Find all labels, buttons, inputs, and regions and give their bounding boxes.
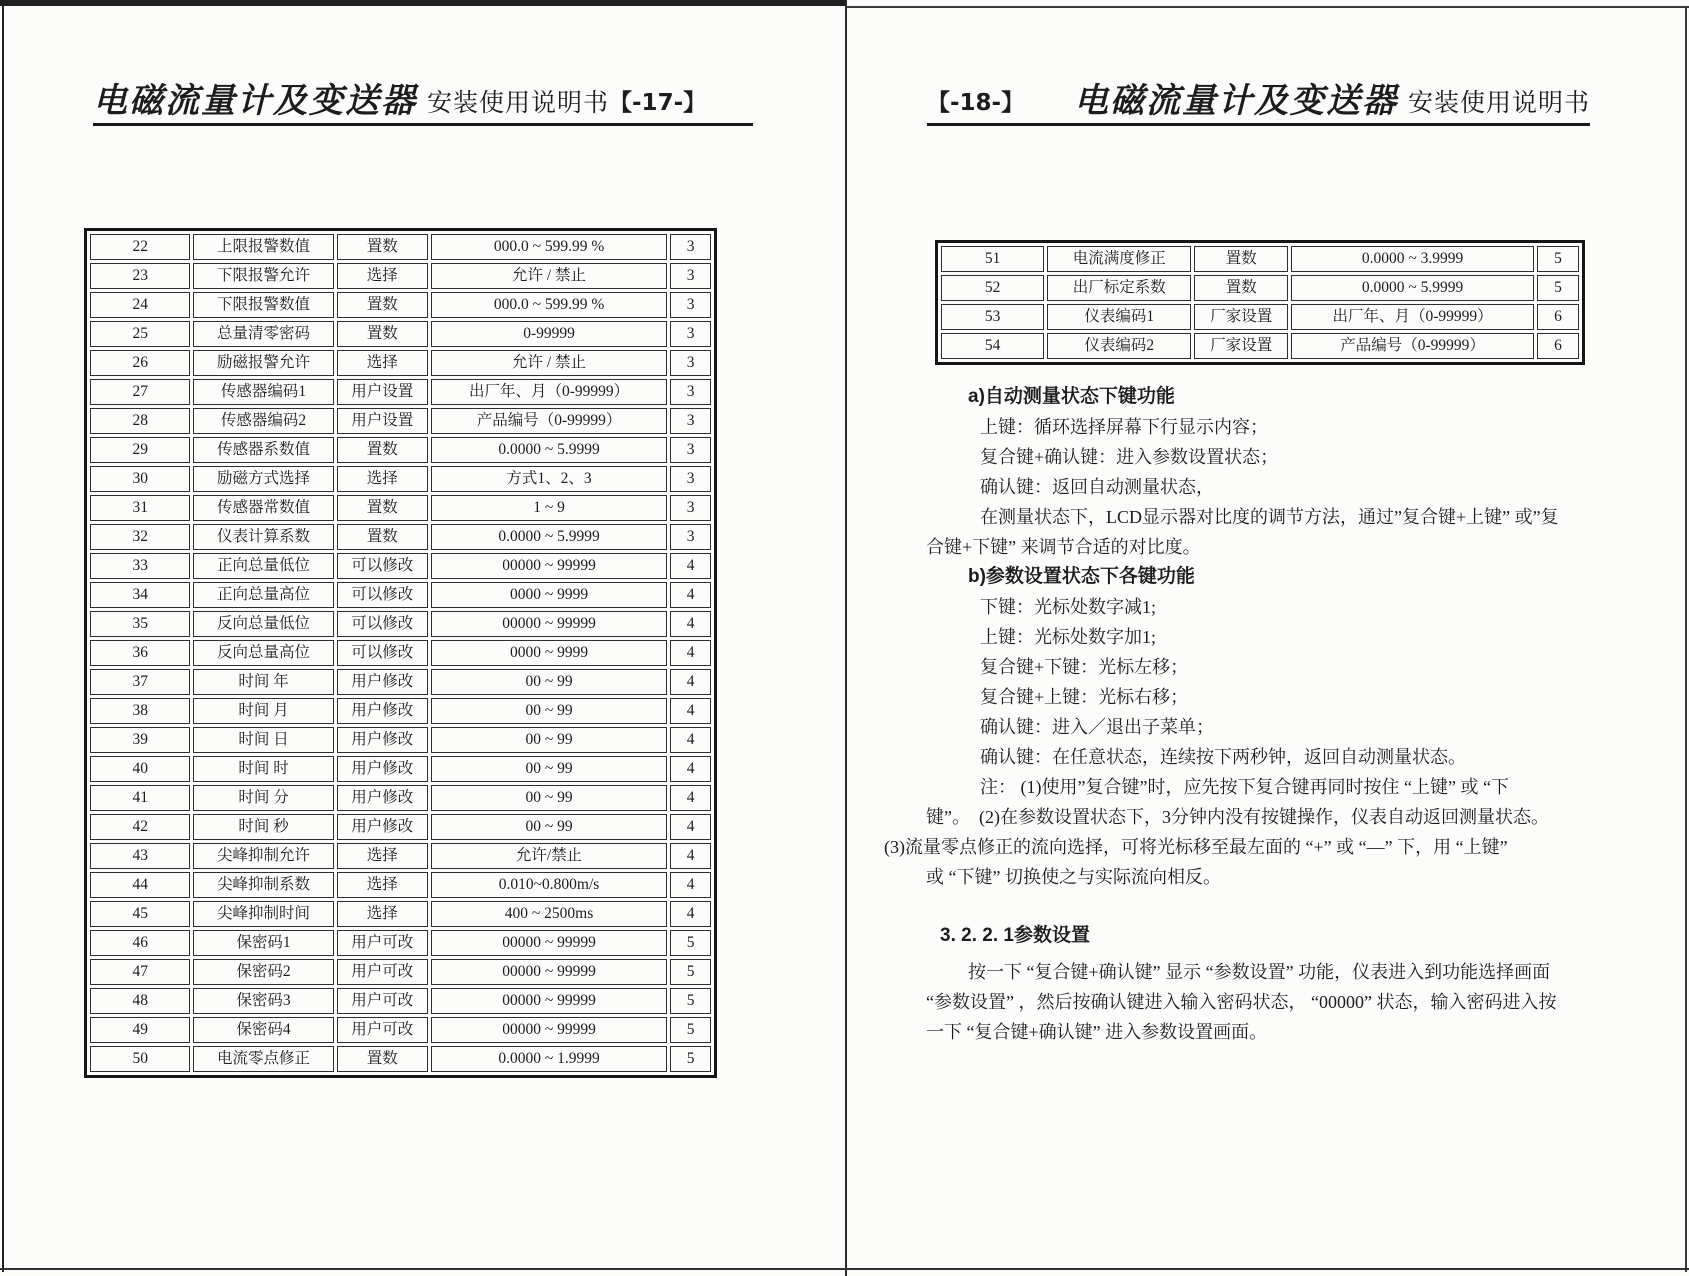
table-cell: 出厂年、月（0-99999）: [431, 379, 667, 405]
page-gutter-divider: [845, 0, 847, 1276]
table-cell: 选择: [337, 843, 428, 869]
table-cell: 4: [670, 640, 711, 666]
table-cell: 用户设置: [337, 379, 428, 405]
table-cell: 置数: [1194, 275, 1288, 301]
page-left-header: [93, 84, 753, 126]
body-line: 或 “下键” 切换使之与实际流向相反。: [926, 867, 1221, 887]
table-cell: 厂家设置: [1194, 304, 1288, 330]
table-row: [90, 408, 711, 434]
table-cell: 000.0 ~ 599.99 %: [431, 234, 667, 260]
table-cell: 仪表编码1: [1047, 304, 1191, 330]
table-cell: 00000 ~ 99999: [431, 553, 667, 579]
table-cell: 用户可改: [337, 988, 428, 1014]
table-cell: 0.010~0.800m/s: [431, 872, 667, 898]
table-cell: 用户可改: [337, 1017, 428, 1043]
body-line: 按一下 “复合键+确认键” 显示 “参数设置” 功能，仪表进入到功能选择画面: [968, 962, 1551, 982]
body-line: 一下 “复合键+确认键” 进入参数设置画面。: [926, 1022, 1268, 1042]
table-cell: 4: [670, 582, 711, 608]
table-cell: 3: [670, 350, 711, 376]
table-row: [90, 582, 711, 608]
table-cell: 3: [670, 379, 711, 405]
table-cell: 53: [941, 304, 1044, 330]
body-line: 在测量状态下，LCD显示器对比度的调节方法，通过”复合键+上键” 或”复: [980, 507, 1559, 527]
table-cell: 28: [90, 408, 190, 434]
body-line: 确认键：返回自动测量状态，: [980, 477, 1214, 497]
table-cell: 仪表编码2: [1047, 333, 1191, 359]
body-line: 复合键+上键：光标右移；: [980, 687, 1189, 707]
table-cell: 时间 分: [193, 785, 333, 811]
table-cell: 上限报警数值: [193, 234, 333, 260]
table-row: [941, 333, 1579, 359]
table-row: [90, 901, 711, 927]
table-cell: 40: [90, 756, 190, 782]
table-cell: 5: [670, 988, 711, 1014]
table-cell: 5: [670, 1046, 711, 1072]
table-cell: 3: [670, 495, 711, 521]
table-cell: 电流零点修正: [193, 1046, 333, 1072]
table-row: [90, 959, 711, 985]
table-cell: 32: [90, 524, 190, 550]
table-cell: 4: [670, 553, 711, 579]
scan-border-top-left: [0, 0, 846, 6]
body-line: “参数设置” ，然后按确认键进入输入密码状态， “00000” 状态，输入密码进入按: [926, 992, 1557, 1012]
table-cell: 电流满度修正: [1047, 246, 1191, 272]
section-a-heading: a)自动测量状态下键功能: [968, 386, 1175, 407]
table-cell: 可以修改: [337, 611, 428, 637]
table-cell: 用户修改: [337, 814, 428, 840]
body-line: 复合键+确认键：进入参数设置状态；: [980, 447, 1279, 467]
table-cell: 00 ~ 99: [431, 756, 667, 782]
table-cell: 0.0000 ~ 1.9999: [431, 1046, 667, 1072]
table-row: [90, 1046, 711, 1072]
page-title-group: [1074, 84, 1590, 118]
table-cell: 3: [670, 466, 711, 492]
table-cell: 26: [90, 350, 190, 376]
table-row: [90, 379, 711, 405]
table-row: [90, 872, 711, 898]
table-cell: 30: [90, 466, 190, 492]
table-cell: 励磁报警允许: [193, 350, 333, 376]
table-row: [90, 292, 711, 318]
table-cell: 时间 月: [193, 698, 333, 724]
table-cell: 50: [90, 1046, 190, 1072]
table-cell: 00 ~ 99: [431, 814, 667, 840]
table-cell: 时间 年: [193, 669, 333, 695]
table-cell: 选择: [337, 872, 428, 898]
parameter-table-right: [935, 240, 1585, 365]
table-cell: 4: [670, 698, 711, 724]
table-cell: 用户修改: [337, 756, 428, 782]
table-cell: 厂家设置: [1194, 333, 1288, 359]
table-cell: 0.0000 ~ 5.9999: [431, 524, 667, 550]
table-cell: 保密码3: [193, 988, 333, 1014]
table-cell: 5: [670, 959, 711, 985]
table-cell: 5: [1537, 275, 1579, 301]
table-cell: 3: [670, 263, 711, 289]
section-b-heading: b)参数设置状态下各键功能: [968, 566, 1195, 587]
table-cell: 用户可改: [337, 930, 428, 956]
table-cell: 用户修改: [337, 698, 428, 724]
table-cell: 36: [90, 640, 190, 666]
table-cell: 用户修改: [337, 727, 428, 753]
table-row: [90, 930, 711, 956]
body-line: 键”。 (2)在参数设置状态下，3分钟内没有按键操作，仪表自动返回测量状态。: [926, 807, 1549, 827]
table-cell: 00000 ~ 99999: [431, 930, 667, 956]
table-cell: 4: [670, 785, 711, 811]
table-cell: 4: [670, 843, 711, 869]
body-line: 注： (1)使用”复合键”时，应先按下复合键再同时按住 “上键” 或 “下: [980, 777, 1509, 797]
table-cell: 置数: [1194, 246, 1288, 272]
table-cell: 6: [1537, 333, 1579, 359]
table-cell: 43: [90, 843, 190, 869]
table-cell: 3: [670, 234, 711, 260]
body-line: 下键：光标处数字减1;: [980, 597, 1157, 617]
table-row: [90, 1017, 711, 1043]
table-cell: 方式1、2、3: [431, 466, 667, 492]
table-cell: 49: [90, 1017, 190, 1043]
table-cell: 置数: [337, 1046, 428, 1072]
table-cell: 0000 ~ 9999: [431, 582, 667, 608]
parameter-table-left-body: [90, 234, 711, 1072]
table-cell: 出厂标定系数: [1047, 275, 1191, 301]
table-cell: 选择: [337, 263, 428, 289]
table-cell: 产品编号（0-99999）: [1291, 333, 1534, 359]
table-cell: 00 ~ 99: [431, 785, 667, 811]
table-cell: 33: [90, 553, 190, 579]
table-cell: 传感器系数值: [193, 437, 333, 463]
table-cell: 允许 / 禁止: [431, 350, 667, 376]
parameter-table-right-body: [941, 246, 1579, 359]
table-cell: 传感器编码2: [193, 408, 333, 434]
table-cell: 可以修改: [337, 553, 428, 579]
table-row: [90, 611, 711, 637]
body-line: 合键+下键” 来调节合适的对比度。: [926, 537, 1201, 557]
table-cell: 48: [90, 988, 190, 1014]
table-cell: 4: [670, 669, 711, 695]
page-subtitle: 安装使用说明书: [427, 89, 610, 117]
table-row: [90, 350, 711, 376]
table-cell: 传感器常数值: [193, 495, 333, 521]
table-cell: 0.0000 ~ 3.9999: [1291, 246, 1534, 272]
table-cell: 时间 秒: [193, 814, 333, 840]
table-cell: 27: [90, 379, 190, 405]
table-cell: 传感器编码1: [193, 379, 333, 405]
parameter-table-left: [84, 228, 717, 1078]
table-row: [941, 275, 1579, 301]
page-subtitle: 安装使用说明书: [1407, 89, 1590, 117]
table-cell: 正向总量低位: [193, 553, 333, 579]
table-cell: 置数: [337, 292, 428, 318]
table-cell: 54: [941, 333, 1044, 359]
table-cell: 0000 ~ 9999: [431, 640, 667, 666]
body-line: (3)流量零点修正的流向选择，可将光标移至最左面的 “+” 或 “—” 下，用 “上键”: [884, 837, 1508, 857]
table-cell: 3: [670, 408, 711, 434]
table-cell: 尖峰抑制时间: [193, 901, 333, 927]
page-title: 电磁流量计及变送器: [1073, 82, 1398, 120]
table-cell: 4: [670, 814, 711, 840]
key-function-instructions: [880, 382, 1570, 1047]
table-cell: 35: [90, 611, 190, 637]
table-row: [90, 843, 711, 869]
table-cell: 保密码2: [193, 959, 333, 985]
table-row: [90, 669, 711, 695]
scan-border-right: [1685, 6, 1687, 1272]
table-row: [90, 234, 711, 260]
table-cell: 尖峰抑制系数: [193, 872, 333, 898]
table-cell: 4: [670, 727, 711, 753]
table-cell: 3: [670, 524, 711, 550]
table-row: [90, 814, 711, 840]
table-cell: 00000 ~ 99999: [431, 959, 667, 985]
page-title: 电磁流量计及变送器: [93, 82, 417, 120]
table-cell: 00 ~ 99: [431, 698, 667, 724]
table-cell: 用户修改: [337, 785, 428, 811]
table-cell: 45: [90, 901, 190, 927]
table-row: [90, 640, 711, 666]
table-cell: 时间 时: [193, 756, 333, 782]
table-row: [90, 698, 711, 724]
table-row: [90, 988, 711, 1014]
table-cell: 下限报警数值: [193, 292, 333, 318]
table-cell: 52: [941, 275, 1044, 301]
table-cell: 3: [670, 437, 711, 463]
table-cell: 22: [90, 234, 190, 260]
body-line: 上键：光标处数字加1;: [980, 627, 1157, 647]
table-cell: 置数: [337, 495, 428, 521]
table-cell: 47: [90, 959, 190, 985]
table-cell: 时间 日: [193, 727, 333, 753]
table-cell: 励磁方式选择: [193, 466, 333, 492]
table-cell: 24: [90, 292, 190, 318]
page-right-header: [927, 84, 1590, 126]
table-cell: 下限报警允许: [193, 263, 333, 289]
table-cell: 选择: [337, 901, 428, 927]
table-cell: 0-99999: [431, 321, 667, 347]
table-row: [941, 246, 1579, 272]
table-cell: 5: [1537, 246, 1579, 272]
body-line: 确认键：进入／退出子菜单；: [980, 717, 1214, 737]
table-cell: 保密码4: [193, 1017, 333, 1043]
table-cell: 4: [670, 611, 711, 637]
table-cell: 允许/禁止: [431, 843, 667, 869]
table-cell: 用户设置: [337, 408, 428, 434]
table-cell: 37: [90, 669, 190, 695]
table-row: [90, 466, 711, 492]
table-row: [90, 437, 711, 463]
table-cell: 用户修改: [337, 669, 428, 695]
table-cell: 000.0 ~ 599.99 %: [431, 292, 667, 318]
section-3221-heading: 3. 2. 2. 1参数设置: [940, 925, 1090, 946]
scan-border-bottom: [0, 1268, 1689, 1270]
table-cell: 4: [670, 872, 711, 898]
table-row: [90, 524, 711, 550]
table-cell: 0.0000 ~ 5.9999: [431, 437, 667, 463]
page-number-marker: 【-18-】: [927, 90, 1025, 116]
table-cell: 置数: [337, 524, 428, 550]
table-cell: 5: [670, 930, 711, 956]
table-cell: 5: [670, 1017, 711, 1043]
table-cell: 置数: [337, 321, 428, 347]
table-cell: 4: [670, 901, 711, 927]
table-row: [90, 727, 711, 753]
scan-border-top-right: [846, 6, 1689, 8]
table-cell: 00000 ~ 99999: [431, 988, 667, 1014]
table-cell: 00 ~ 99: [431, 727, 667, 753]
table-cell: 允许 / 禁止: [431, 263, 667, 289]
table-cell: 产品编号（0-99999）: [431, 408, 667, 434]
table-cell: 400 ~ 2500ms: [431, 901, 667, 927]
table-cell: 3: [670, 292, 711, 318]
table-cell: 选择: [337, 350, 428, 376]
table-row: [90, 756, 711, 782]
table-row: [90, 785, 711, 811]
table-cell: 29: [90, 437, 190, 463]
table-cell: 置数: [337, 437, 428, 463]
table-cell: 反向总量高位: [193, 640, 333, 666]
table-cell: 仪表计算系数: [193, 524, 333, 550]
table-row: [941, 304, 1579, 330]
table-cell: 00 ~ 99: [431, 669, 667, 695]
table-cell: 38: [90, 698, 190, 724]
table-cell: 正向总量高位: [193, 582, 333, 608]
body-line: 复合键+下键：光标左移；: [980, 657, 1189, 677]
table-row: [90, 553, 711, 579]
table-cell: 0.0000 ~ 5.9999: [1291, 275, 1534, 301]
page-number-marker: 【-17-】: [609, 90, 707, 116]
table-cell: 反向总量低位: [193, 611, 333, 637]
table-cell: 保密码1: [193, 930, 333, 956]
table-cell: 00000 ~ 99999: [431, 611, 667, 637]
table-cell: 34: [90, 582, 190, 608]
body-line: 确认键：在任意状态，连续按下两秒钟，返回自动测量状态。: [980, 747, 1466, 767]
table-cell: 3: [670, 321, 711, 347]
table-cell: 00000 ~ 99999: [431, 1017, 667, 1043]
table-cell: 44: [90, 872, 190, 898]
table-cell: 1 ~ 9: [431, 495, 667, 521]
table-cell: 31: [90, 495, 190, 521]
table-cell: 4: [670, 756, 711, 782]
table-cell: 41: [90, 785, 190, 811]
table-cell: 选择: [337, 466, 428, 492]
table-cell: 23: [90, 263, 190, 289]
table-cell: 42: [90, 814, 190, 840]
table-row: [90, 495, 711, 521]
table-cell: 46: [90, 930, 190, 956]
table-cell: 置数: [337, 234, 428, 260]
table-cell: 尖峰抑制允许: [193, 843, 333, 869]
table-cell: 6: [1537, 304, 1579, 330]
table-cell: 25: [90, 321, 190, 347]
table-cell: 39: [90, 727, 190, 753]
table-row: [90, 321, 711, 347]
table-cell: 可以修改: [337, 640, 428, 666]
scan-border-left: [2, 0, 4, 1272]
table-cell: 用户可改: [337, 959, 428, 985]
table-cell: 51: [941, 246, 1044, 272]
table-cell: 总量清零密码: [193, 321, 333, 347]
table-cell: 可以修改: [337, 582, 428, 608]
table-cell: 出厂年、月（0-99999）: [1291, 304, 1534, 330]
table-row: [90, 263, 711, 289]
body-line: 上键：循环选择屏幕下行显示内容；: [980, 417, 1268, 437]
